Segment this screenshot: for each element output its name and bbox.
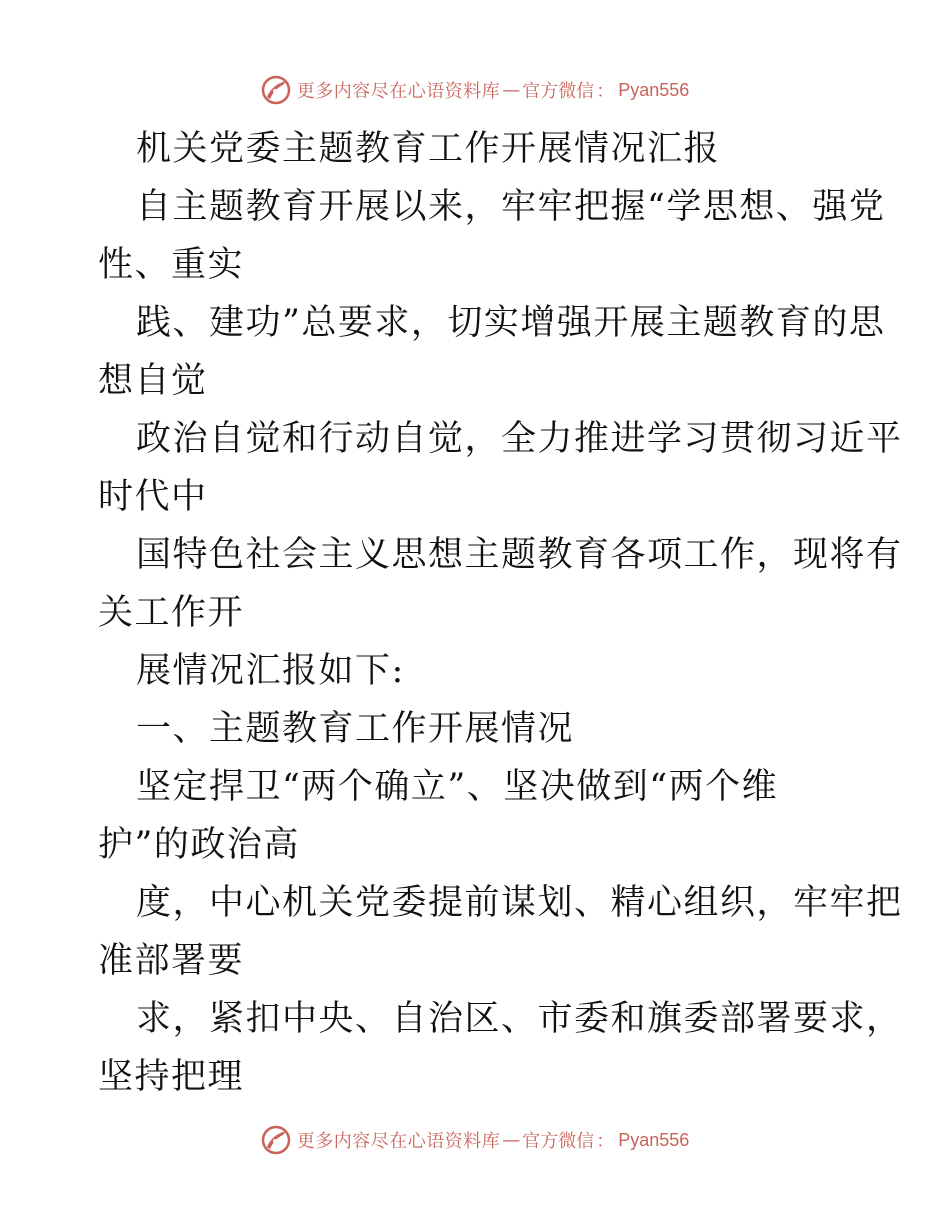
- text-line: 践、建功”总要求，切实增强开展主题教育的思: [136, 303, 886, 343]
- document-title: 机关党委主题教育工作开展情况汇报: [136, 129, 721, 169]
- text-line: 政治自觉和行动自觉，全力推进学习贯彻习近平: [136, 419, 903, 459]
- watermark-separator: —: [502, 79, 521, 101]
- watermark-wechat-id: Pyan556: [618, 1129, 690, 1150]
- watermark-colon: ：: [596, 81, 615, 102]
- watermark-text: 更多内容尽在心语资料库: [296, 81, 501, 102]
- pen-logo-icon: [261, 1125, 291, 1155]
- text-line: 想自觉: [98, 361, 208, 401]
- text-line: 准部署要: [98, 941, 245, 981]
- watermark-wechat-id: Pyan556: [618, 79, 690, 100]
- text-line: 时代中: [98, 477, 208, 517]
- text-line: 性、重实: [98, 245, 245, 285]
- watermark-wechat-label: 官方微信: [522, 1131, 595, 1152]
- text-line: 关工作开: [98, 593, 245, 633]
- text-line: 国特色社会主义思想主题教育各项工作，现将有: [136, 535, 903, 575]
- watermark-text: 更多内容尽在心语资料库: [296, 1131, 501, 1152]
- watermark-colon: ：: [596, 1131, 615, 1152]
- watermark-wechat-label: 官方微信: [522, 81, 595, 102]
- text-line: 坚定捍卫“两个确立”、坚决做到“两个维: [136, 767, 779, 807]
- text-line: 自主题教育开展以来，牢牢把握“学思想、强党: [136, 187, 886, 227]
- watermark-separator: —: [502, 1129, 521, 1151]
- pen-logo-icon: [261, 75, 291, 105]
- document-body: [98, 120, 903, 1106]
- text-line: 求，紧扣中央、自治区、市委和旗委部署要求，: [136, 999, 903, 1039]
- text-line: 坚持把理: [98, 1057, 245, 1097]
- text-line: 一、主题教育工作开展情况: [136, 709, 575, 749]
- text-line: 展情况汇报如下:: [136, 651, 405, 691]
- footer-watermark: [0, 1120, 950, 1160]
- text-line: 度，中心机关党委提前谋划、精心组织，牢牢把: [136, 883, 903, 923]
- text-line: 护”的政治高: [98, 825, 300, 865]
- header-watermark: [0, 70, 950, 110]
